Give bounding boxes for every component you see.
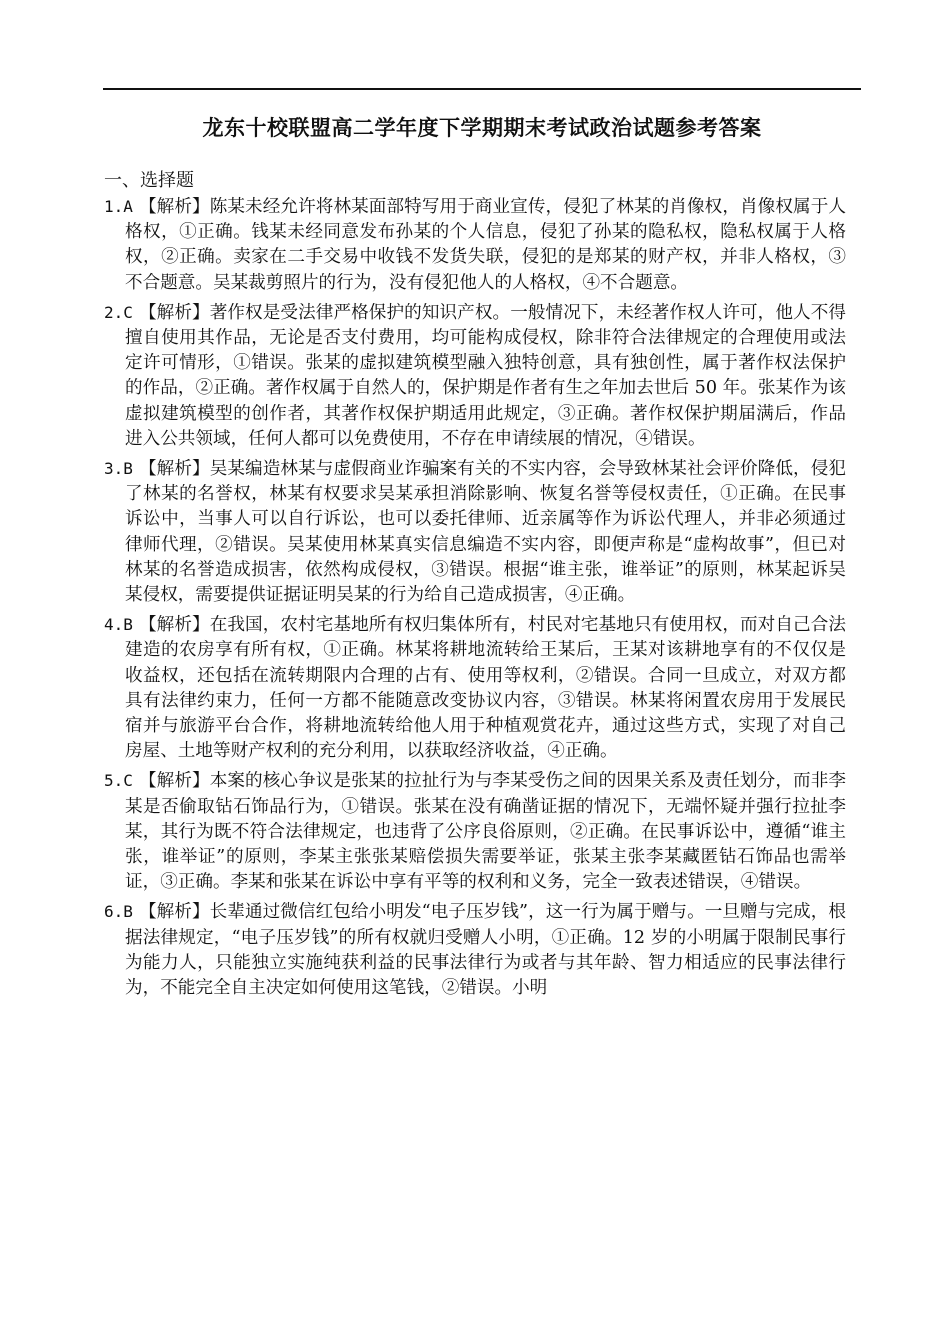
answer-item-4 (104, 612, 846, 764)
analysis-tag: 【解析】 (138, 197, 210, 217)
analysis-tag: 【解析】 (138, 459, 210, 480)
answer-item-1 (104, 194, 846, 296)
page-title: 龙东十校联盟高二学年度下学期期末考试政治试题参考答案 (202, 115, 762, 140)
answer-text: 吴某编造林某与虚假商业诈骗案有关的不实内容，会导致林某社会评价降低，侵犯了林某的名誉权，林某有权要求吴某承担消除影响、恢复名誉等侵权责任，①正确。在民事诉讼中，当事人可以自行诉讼，也可以委托律师、近亲属等作为诉讼代理人，并非必须通过律师代理，②错误。吴某使用林某真实信息编造不实内容，即便声称是“虚构故事”，但已对林某的名誉造成损害，依然构成侵权，③错误。根据“谁主张，谁举证”的原则，林某起诉吴某侵权，需要提供证据证明吴某的行为给自己造成损害，④正确。 (125, 459, 846, 606)
answer-number: 3.B (104, 459, 133, 479)
answer-text: 长辈通过微信红包给小明发“电子压岁钱”，这一行为属于赠与。一旦赠与完成，根据法律规定，“电子压岁钱”的所有权就归受赠人小明，①正确。12 岁的小明属于限制民事行为能力人，只能独立实施纯获利益的民事法律行为或者与其年龄、智力相适应的民事法律行为，不能完全自主决定如何使用这笔钱，②错误。小明 (125, 902, 846, 999)
answer-number: 2.C (104, 302, 133, 322)
header-rule (103, 88, 861, 90)
answer-number: 5.C (104, 771, 133, 791)
answer-number: 1.A (104, 197, 133, 216)
answer-item-2 (104, 300, 846, 452)
analysis-tag: 【解析】 (138, 302, 210, 323)
analysis-tag: 【解析】 (138, 902, 210, 923)
answer-number: 4.B (104, 615, 133, 635)
answer-item-5 (104, 768, 846, 895)
answer-list (104, 194, 846, 1005)
answer-item-6 (104, 899, 846, 1001)
answer-text: 著作权是受法律严格保护的知识产权。一般情况下，未经著作权人许可，他人不得擅自使用其作品，无论是否支付费用，均可能构成侵权，除非符合法律规定的合理使用或法定许可情形，①错误。张某的虚拟建筑模型融入独特创意，具有独创性，属于著作权法保护的作品，②正确。著作权属于自然人的，保护期是作者有生之年加去世后 50 年。张某作为该虚拟建筑模型的创作者，其著作权保护期适用此规定，③正确。著作权保护期届满后，作品进入公共领域，任何人都可以免费使用，不存在申请续展的情况，④错误。 (125, 302, 846, 449)
answer-text: 本案的核心争议是张某的拉扯行为与李某受伤之间的因果关系及责任划分，而非李某是否偷取钻石饰品行为，①错误。张某在没有确凿证据的情况下，无端怀疑并强行拉扯李某，其行为既不符合法律规定，也违背了公序良俗原则，②正确。在民事诉讼中，遵循“谁主张，谁举证”的原则，李某主张张某赔偿损失需要举证，张某主张李某藏匿钻石饰品也需举证，③正确。李某和张某在诉讼中享有平等的权利和义务，完全一致表述错误，④错误。 (125, 771, 846, 893)
answer-text: 陈某未经允许将林某面部特写用于商业宣传，侵犯了林某的肖像权，肖像权属于人格权，①正确。钱某未经同意发布孙某的个人信息，侵犯了孙某的隐私权，隐私权属于人格权，②正确。卖家在二手交易中收钱不发货失联，侵犯的是郑某的财产权，并非人格权，③不合题意。吴某裁剪照片的行为，没有侵犯他人的人格权，④不合题意。 (125, 197, 846, 293)
answer-number: 6.B (104, 902, 133, 922)
analysis-tag: 【解析】 (138, 771, 210, 792)
section-heading: 一、选择题 (104, 170, 194, 191)
answer-text: 在我国，农村宅基地所有权归集体所有，村民对宅基地只有使用权，而对自己合法建造的农房享有所有权，①正确。林某将耕地流转给王某后，王某对该耕地享有的不仅仅是收益权，还包括在流转期限内合理的占有、使用等权利，②错误。合同一旦成立，对双方都具有法律约束力，任何一方都不能随意改变协议内容，③错误。林某将闲置农房用于发展民宿并与旅游平台合作，将耕地流转给他人用于种植观赏花卉，通过这些方式，实现了对自己房屋、土地等财产权利的充分利用，以获取经济收益，④正确。 (125, 615, 846, 762)
answer-item-3 (104, 456, 846, 608)
analysis-tag: 【解析】 (138, 615, 210, 636)
